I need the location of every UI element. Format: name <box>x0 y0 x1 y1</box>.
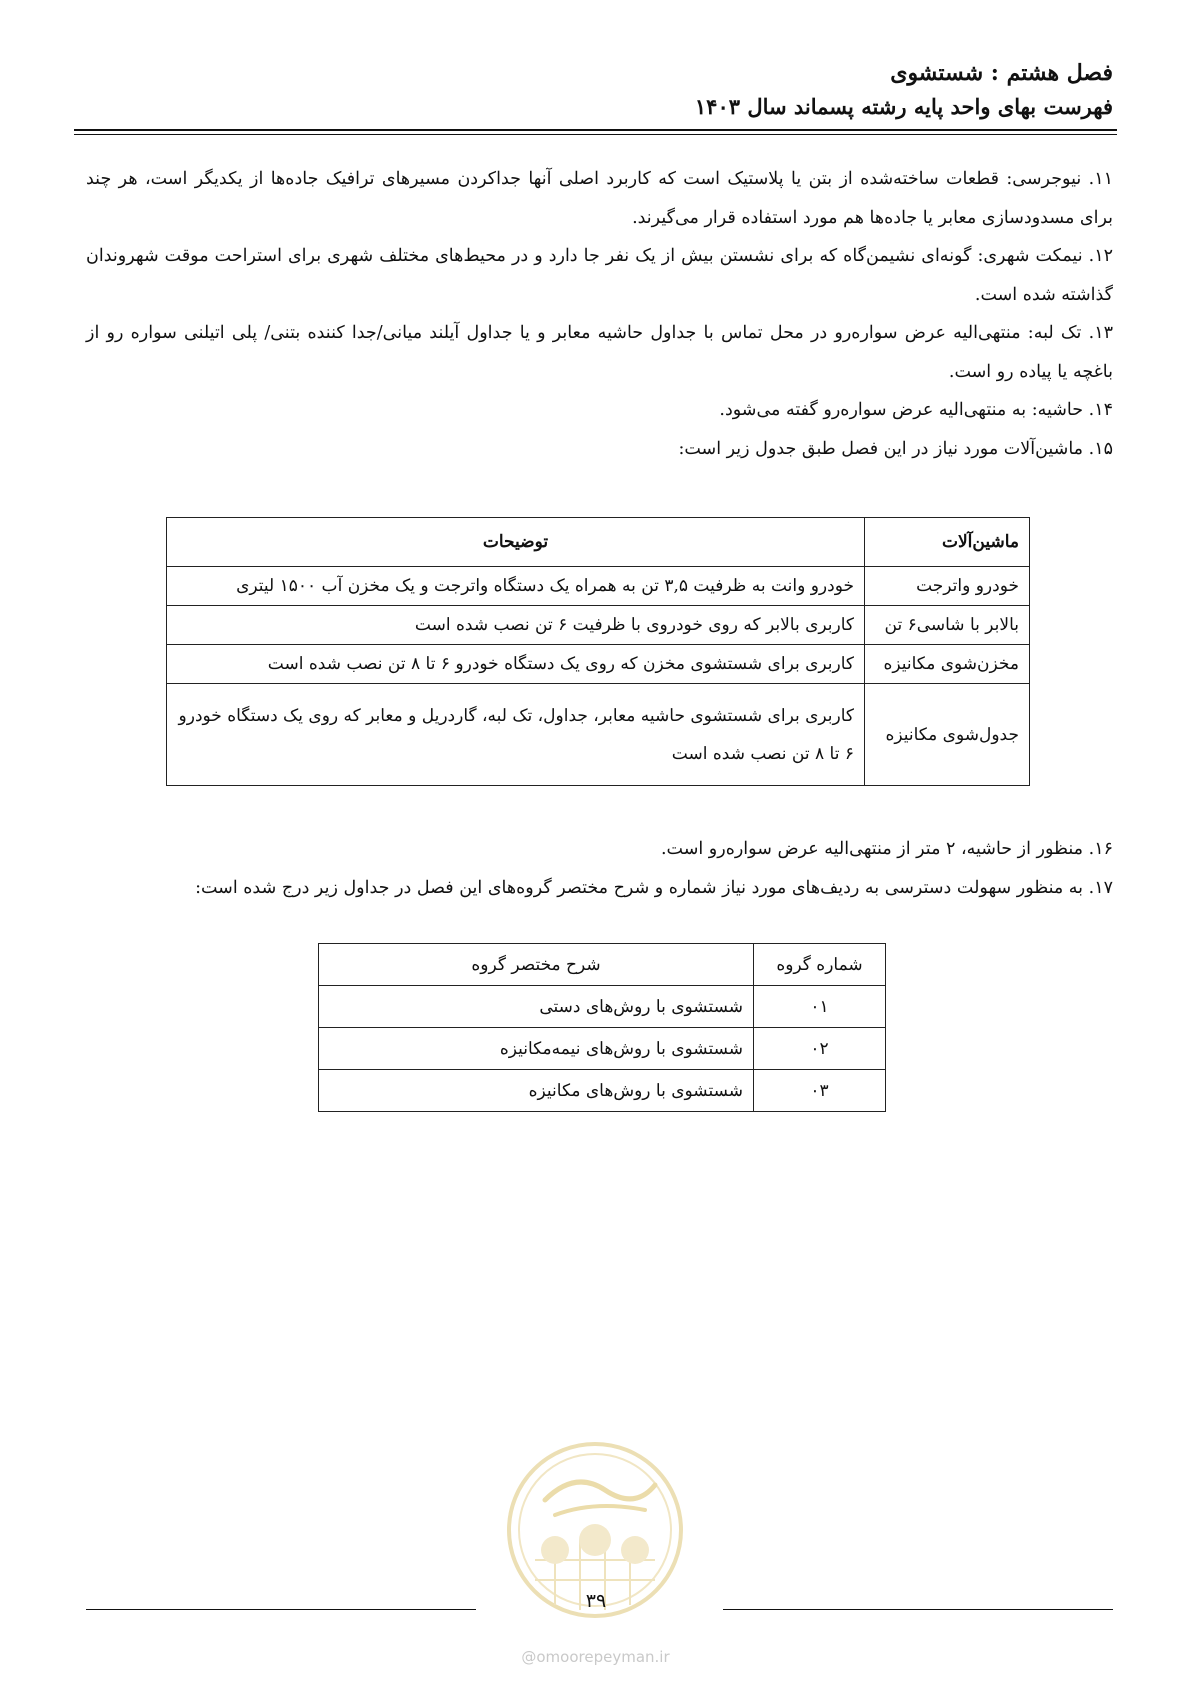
table-row <box>319 1028 886 1070</box>
machine-name: خودرو واترجت <box>865 567 1030 606</box>
column-header-group-number: شماره گروه <box>754 944 886 986</box>
group-description: شستشوی با روش‌های دستی <box>319 986 754 1028</box>
group-description: شستشوی با روش‌های مکانیزه <box>319 1070 754 1112</box>
definition-14: ۱۴. حاشیه: به منتهی‌الیه عرض سواره‌رو گفته می‌شود. <box>719 400 1113 420</box>
definition-12: ۱۲. نیمکت شهری: گونه‌ای نشیمن‌گاه که برای نشستن بیش از یک نفر جا دارد و در محیط‌های مختلف شهری برای استراحت موقت شهروندان گذاشته شده است. <box>86 246 1113 305</box>
page-header <box>78 56 1113 124</box>
column-header-group-description: شرح مختصر گروه <box>319 944 754 986</box>
group-number: ۰۲ <box>754 1028 886 1070</box>
table-row <box>319 986 886 1028</box>
table-row <box>167 645 1030 684</box>
definition-11: ۱۱. نیوجرسی: قطعات ساخته‌شده از بتن یا پلاستیک است که کاربرد اصلی آنها جداکردن مسیرهای ترافیک جاده‌ها از یکدیگر است، هر چند برای مسدودسازی معابر یا جاده‌ها هم مورد استفاده قرار می‌گیرند. <box>86 169 1113 228</box>
machine-name: بالابر با شاسی۶ تن <box>865 606 1030 645</box>
machine-name: مخزن‌شوی مکانیزه <box>865 645 1030 684</box>
definition-13: ۱۳. تک لبه: منتهی‌الیه عرض سواره‌رو در محل تماس با جداول حاشیه معابر و یا جداول آیلند میانی/جدا کننده بتنی/ پلی اتیلنی سواره رو از باغچه یا پیاده رو است. <box>86 323 1113 382</box>
table-row <box>167 684 1030 786</box>
machine-description: کاربری بالابر که روی خودروی با ظرفیت ۶ تن نصب شده است <box>167 606 865 645</box>
header-rule-thin <box>74 134 1117 135</box>
chapter-title: فصل هشتم : شستشوی <box>890 60 1113 86</box>
footer-rule-right <box>723 1609 1113 1610</box>
table-row <box>319 1070 886 1112</box>
group-number: ۰۱ <box>754 986 886 1028</box>
document-subtitle: فهرست بهای واحد پایه رشته پسماند سال ۱۴۰۳ <box>694 94 1113 119</box>
column-header-machines: ماشین‌آلات <box>865 518 1030 567</box>
machine-description: کاربری برای شستشوی حاشیه معابر، جداول، تک لبه، گاردریل و معابر که روی یک دستگاه خودرو ۶ تا ۸ تن نصب شده است <box>167 684 865 786</box>
table-header-row <box>319 944 886 986</box>
machine-description: خودرو وانت به ظرفیت ۳,۵ تن به همراه یک دستگاه واترجت و یک مخزن آب ۱۵۰۰ لیتری <box>167 567 865 606</box>
header-rule-thick <box>74 129 1117 131</box>
table-header-row <box>167 518 1030 567</box>
machine-description: کاربری برای شستشوی مخزن که روی یک دستگاه خودرو ۶ تا ۸ تن نصب شده است <box>167 645 865 684</box>
group-description: شستشوی با روش‌های نیمه‌مکانیزه <box>319 1028 754 1070</box>
definitions-list <box>86 160 1113 468</box>
note-17: ۱۷. به منظور سهولت دسترسی به ردیف‌های مورد نیاز شماره و شرح مختصر گروه‌های این فصل در جداول زیر درج شده است: <box>195 877 1113 898</box>
watermark-site: @omoorepeyman.ir <box>521 1648 670 1666</box>
machines-table <box>166 517 1030 786</box>
note-16: ۱۶. منظور از حاشیه، ۲ متر از منتهی‌الیه عرض سواره‌رو است. <box>660 839 1113 859</box>
page-number: ۳۹ <box>585 1590 607 1612</box>
footer-rule-left <box>86 1609 476 1610</box>
groups-table <box>318 943 886 1112</box>
machine-name: جدول‌شوی مکانیزه <box>865 684 1030 786</box>
definition-15: ۱۵. ماشین‌آلات مورد نیاز در این فصل طبق جدول زیر است: <box>678 438 1113 459</box>
table-row <box>167 567 1030 606</box>
column-header-description: توضیحات <box>167 518 865 567</box>
group-number: ۰۳ <box>754 1070 886 1112</box>
notes-list <box>86 830 1113 907</box>
table-row <box>167 606 1030 645</box>
